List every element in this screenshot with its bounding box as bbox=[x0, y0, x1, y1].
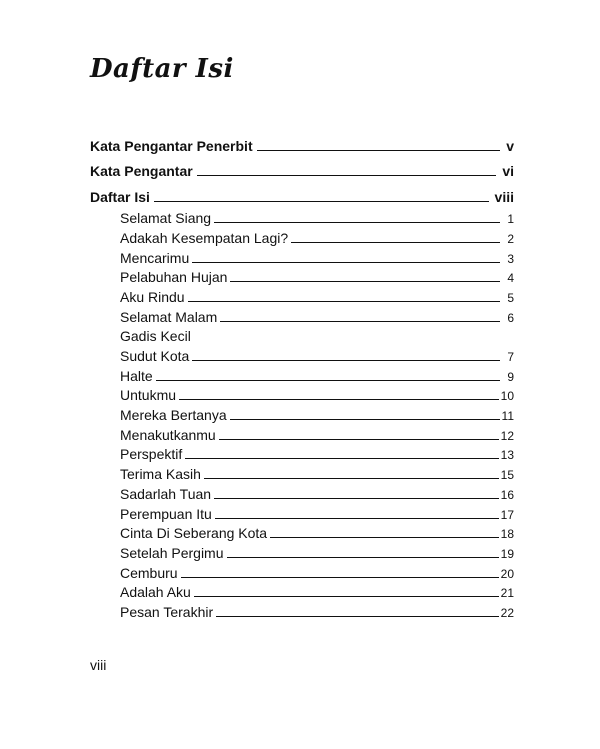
toc-leader-line bbox=[156, 380, 500, 381]
toc-leader-line bbox=[181, 577, 499, 578]
toc-page-number: 11 bbox=[501, 409, 514, 424]
toc-entry-title: Mencarimu bbox=[120, 249, 190, 266]
toc-entry-title: Selamat Siang bbox=[120, 210, 212, 227]
toc-page-number: 22 bbox=[500, 605, 514, 620]
toc-page-number: 1 bbox=[507, 212, 514, 227]
main-entries bbox=[90, 128, 514, 205]
toc-page-number: 15 bbox=[500, 468, 514, 483]
toc-main-entry bbox=[90, 128, 514, 154]
toc-entry-title: Adakah Kesempatan Lagi? bbox=[120, 229, 289, 246]
toc-page-number: 9 bbox=[507, 369, 514, 384]
toc-page-number: 18 bbox=[500, 527, 514, 542]
toc-leader-line bbox=[179, 399, 499, 400]
toc-entry-title: Untukmu bbox=[120, 387, 177, 404]
table-of-contents bbox=[90, 128, 514, 620]
toc-entry-title: Sudut Kota bbox=[120, 348, 190, 364]
toc-leader-line bbox=[192, 360, 500, 361]
toc-entry-title: Halte bbox=[120, 367, 153, 384]
toc-page-number: 6 bbox=[507, 310, 514, 325]
toc-page-number: 7 bbox=[507, 350, 514, 364]
toc-entry bbox=[120, 344, 514, 364]
toc-page-number: 4 bbox=[507, 271, 514, 286]
toc-entry-title: Perspektif bbox=[120, 446, 183, 463]
toc-page-number: 20 bbox=[500, 566, 514, 581]
footer-page-number: viii bbox=[90, 657, 107, 673]
toc-entry bbox=[120, 226, 514, 246]
toc-entry bbox=[120, 384, 514, 404]
toc-page-number: 21 bbox=[500, 586, 514, 601]
toc-entry-title: Adalah Aku bbox=[120, 584, 191, 601]
toc-leader-line bbox=[214, 498, 499, 499]
toc-leader-line bbox=[214, 222, 500, 223]
toc-page-number: viii bbox=[494, 188, 514, 205]
toc-entry-title: Setelah Pergimu bbox=[120, 544, 224, 561]
toc-page-number: 19 bbox=[500, 546, 514, 561]
toc-page-number: 3 bbox=[507, 251, 514, 266]
toc-entry-title: Selamat Malam bbox=[120, 308, 218, 325]
toc-leader-line bbox=[220, 321, 500, 322]
toc-entry-title: Daftar Isi bbox=[90, 188, 150, 205]
toc-leader-line bbox=[194, 596, 499, 597]
toc-leader-line bbox=[204, 478, 499, 479]
toc-entry bbox=[120, 325, 514, 345]
toc-entry-title: Mereka Bertanya bbox=[120, 407, 227, 424]
toc-entry bbox=[120, 423, 514, 443]
poem-entries bbox=[90, 207, 514, 620]
toc-entry-title: Aku Rindu bbox=[120, 288, 185, 305]
toc-page-number: 5 bbox=[507, 290, 514, 305]
toc-leader-line bbox=[185, 458, 498, 459]
toc-page-number: vi bbox=[502, 163, 514, 179]
toc-entry-title: Cinta Di Seberang Kota bbox=[120, 525, 268, 542]
toc-entry-title: Pelabuhan Hujan bbox=[120, 269, 228, 286]
toc-page-number: 2 bbox=[507, 231, 514, 246]
toc-entry-title: Cemburu bbox=[120, 564, 178, 581]
toc-leader-line bbox=[216, 616, 499, 617]
toc-entry bbox=[120, 285, 514, 305]
toc-leader-line bbox=[154, 201, 489, 202]
toc-entry-title: Menakutkanmu bbox=[120, 426, 216, 443]
toc-page-number: v bbox=[506, 137, 514, 154]
toc-entry bbox=[120, 581, 514, 601]
toc-leader-line bbox=[230, 281, 500, 282]
toc-entry bbox=[120, 246, 514, 266]
toc-entry-title: Pesan Terakhir bbox=[120, 603, 214, 620]
toc-entry bbox=[120, 561, 514, 581]
toc-entry-title: Kata Pengantar bbox=[90, 163, 193, 179]
toc-entry bbox=[120, 443, 514, 463]
toc-leader-line bbox=[230, 419, 500, 420]
toc-leader-line bbox=[291, 242, 500, 243]
toc-entry-title: Kata Pengantar Penerbit bbox=[90, 137, 253, 154]
toc-entry bbox=[120, 541, 514, 561]
toc-entry-title: Terima Kasih bbox=[120, 466, 201, 483]
toc-entry bbox=[120, 600, 514, 620]
toc-entry-title: Sadarlah Tuan bbox=[120, 485, 212, 502]
toc-entry-title: Gadis Kecil bbox=[120, 328, 191, 345]
toc-page-number: 13 bbox=[500, 448, 514, 463]
toc-main-entry bbox=[90, 179, 514, 205]
toc-leader-line bbox=[192, 262, 500, 263]
toc-entry bbox=[120, 502, 514, 522]
toc-leader-line bbox=[219, 439, 499, 440]
toc-page-number: 16 bbox=[500, 487, 514, 502]
toc-entry bbox=[120, 522, 514, 542]
toc-leader-line bbox=[257, 150, 501, 151]
toc-leader-line bbox=[270, 537, 499, 538]
toc-leader-line bbox=[215, 518, 499, 519]
toc-leader-line bbox=[188, 301, 500, 302]
toc-entry bbox=[120, 207, 514, 227]
toc-page-number: 12 bbox=[500, 428, 514, 443]
page-title: Daftar Isi bbox=[90, 54, 234, 84]
toc-entry bbox=[120, 403, 514, 423]
toc-entry bbox=[120, 482, 514, 502]
toc-entry bbox=[120, 364, 514, 384]
toc-leader-line bbox=[227, 557, 499, 558]
toc-entry-title: Perempuan Itu bbox=[120, 505, 212, 522]
toc-entry bbox=[120, 305, 514, 325]
toc-main-entry bbox=[90, 154, 514, 180]
toc-page-number: 17 bbox=[500, 507, 514, 522]
toc-entry bbox=[120, 266, 514, 286]
toc-page-number: 10 bbox=[500, 389, 514, 404]
toc-leader-line bbox=[197, 175, 497, 176]
toc-entry bbox=[120, 462, 514, 482]
